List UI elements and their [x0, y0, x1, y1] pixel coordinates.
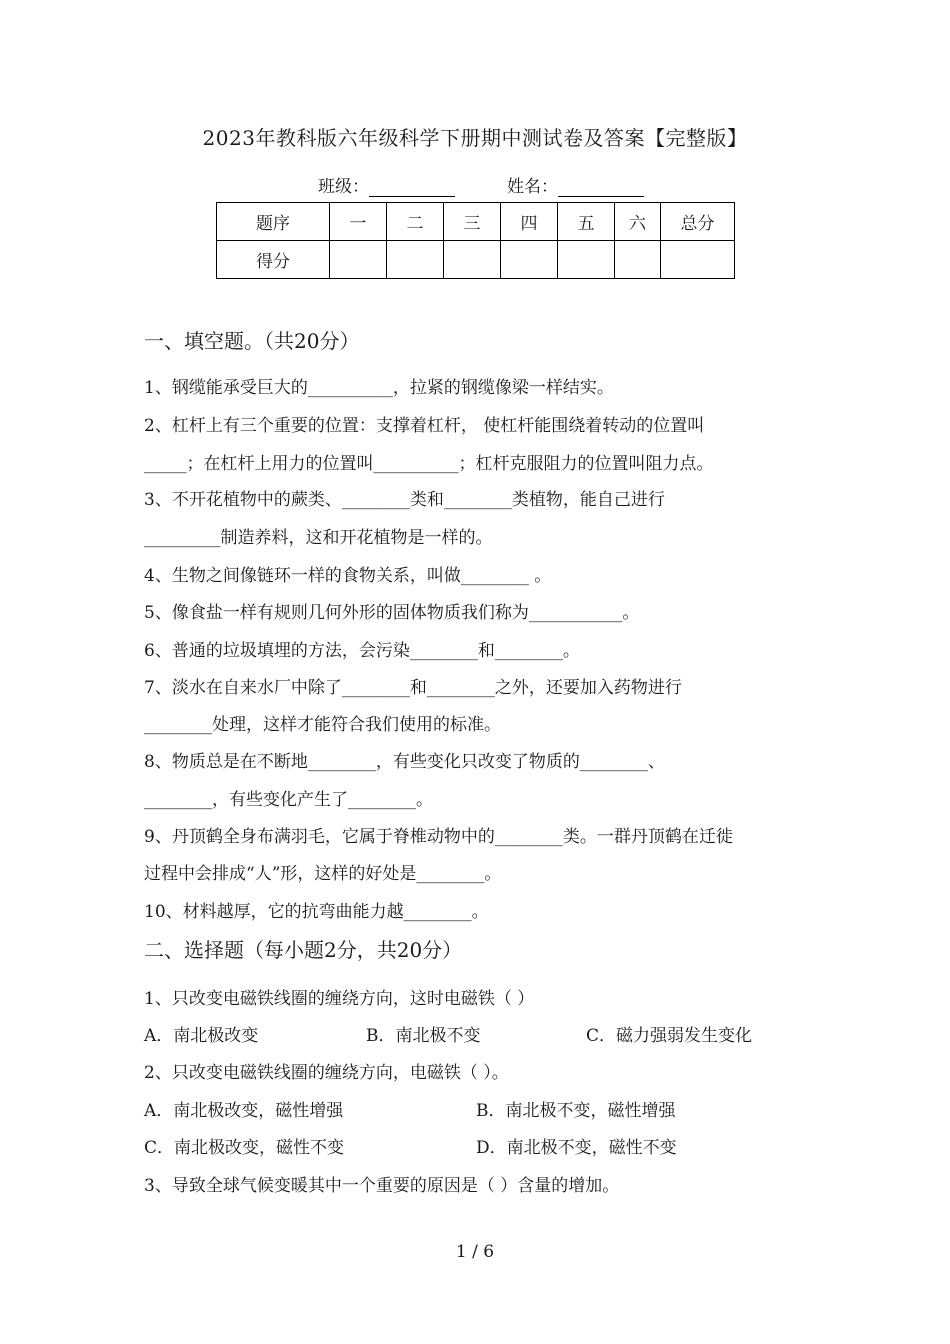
table-header-cell: 题序: [217, 203, 330, 241]
document-title: 2023年教科版六年级科学下册期中测试卷及答案【完整版】: [202, 126, 748, 150]
table-header-cell: 五: [558, 203, 615, 241]
question-line: 8、物质总是在不断地________，有些变化只改变了物质的________、: [144, 752, 665, 772]
score-table-score-row: [217, 241, 735, 279]
question-line: 过程中会排成“人”形，这样的好处是________。: [144, 864, 502, 884]
option-a[interactable]: A．南北极改变: [144, 1026, 259, 1046]
question-line: 1、只改变电磁铁线圈的缠绕方向，这时电磁铁（ ）: [144, 989, 535, 1009]
question-line: _________制造养料，这和开花植物是一样的。: [144, 528, 493, 548]
option-c[interactable]: C．磁力强弱发生变化: [586, 1026, 753, 1046]
table-header-cell: 二: [387, 203, 444, 241]
score-cell[interactable]: [615, 241, 661, 279]
question-line: 3、不开花植物中的蕨类、________类和________类植物，能自己进行: [144, 490, 665, 510]
question-line: ________，有些变化产生了________。: [144, 790, 433, 810]
table-header-cell: 六: [615, 203, 661, 241]
question-line: 6、普通的垃圾填埋的方法，会污染________和________。: [144, 641, 580, 661]
score-cell[interactable]: [444, 241, 501, 279]
table-header-cell: 总分: [661, 203, 735, 241]
option-b[interactable]: B．南北极不变: [366, 1026, 481, 1046]
question-line: 4、生物之间像链环一样的食物关系，叫做________ 。: [144, 566, 552, 586]
score-cell[interactable]: [330, 241, 387, 279]
page-number: 1 / 6: [455, 1242, 495, 1262]
table-header-cell: 四: [501, 203, 558, 241]
section2-title: 二、选择题（每小题2分，共20分）: [144, 938, 463, 962]
option-b[interactable]: B．南北极不变，磁性增强: [476, 1101, 676, 1121]
question-line: 3、导致全球气候变暖其中一个重要的原因是（ ）含量的增加。: [144, 1176, 620, 1196]
question-line: 10、材料越厚，它的抗弯曲能力越________。: [144, 902, 489, 922]
option-c[interactable]: C．南北极改变，磁性不变: [144, 1138, 345, 1158]
question-line: 7、淡水在自来水厂中除了________和________之外，还要加入药物进行: [144, 678, 682, 698]
score-row-label: 得分: [217, 241, 330, 279]
score-cell[interactable]: [661, 241, 735, 279]
score-cell[interactable]: [501, 241, 558, 279]
section1-title: 一、填空题。（共20分）: [144, 329, 360, 353]
option-a[interactable]: A．南北极改变，磁性增强: [144, 1101, 344, 1121]
table-header-cell: 三: [444, 203, 501, 241]
class-name-row: [318, 172, 644, 197]
score-cell[interactable]: [387, 241, 444, 279]
score-table-header-row: [217, 203, 735, 241]
question-line: 2、只改变电磁铁线圈的缠绕方向，电磁铁（ ）。: [144, 1063, 509, 1083]
name-blank: [558, 178, 644, 197]
table-header-cell: 一: [330, 203, 387, 241]
question-line: 1、钢缆能承受巨大的__________，拉紧的钢缆像梁一样结实。: [144, 378, 614, 398]
question-line: 5、像食盐一样有规则几何外形的固体物质我们称为___________。: [144, 603, 640, 623]
score-table: [216, 202, 735, 279]
class-blank: [369, 178, 455, 197]
score-cell[interactable]: [558, 241, 615, 279]
class-label: 班级：: [318, 177, 369, 197]
question-line: 2、杠杆上有三个重要的位置：支撑着杠杆， 使杠杆能围绕着转动的位置叫: [144, 416, 705, 436]
option-d[interactable]: D．南北极不变，磁性不变: [476, 1138, 677, 1158]
question-line: ________处理，这样才能符合我们使用的标准。: [144, 715, 501, 735]
question-line: 9、丹顶鹤全身布满羽毛，它属于脊椎动物中的________类。一群丹顶鹤在迁徙: [144, 827, 733, 847]
name-label: 姓名：: [507, 177, 558, 197]
question-line: _____；在杠杆上用力的位置叫__________；杠杆克服阻力的位置叫阻力点。: [144, 454, 714, 474]
